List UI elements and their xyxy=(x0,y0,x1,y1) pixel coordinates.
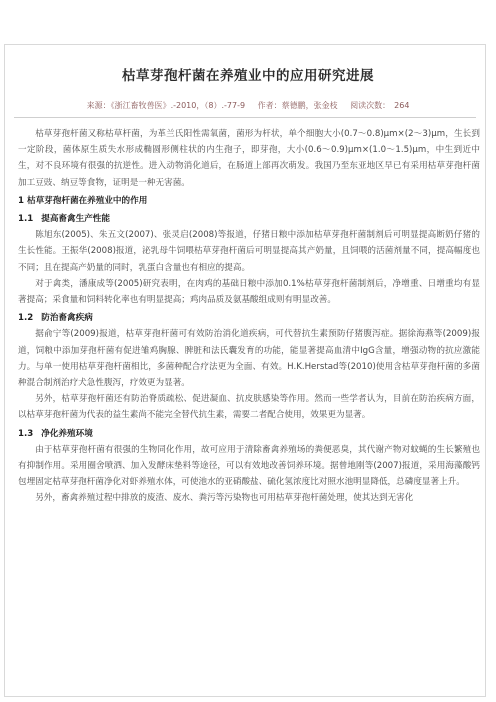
meta-author: 作者：蔡德鹏，张金枝 xyxy=(257,101,338,110)
article-title: 枯草芽孢杆菌在养殖业中的应用研究进展 xyxy=(122,68,374,84)
subsection-heading-1-3 xyxy=(18,426,480,442)
subsection-title: 净化养殖环境 xyxy=(41,428,93,439)
section-title: 枯草芽孢杆菌在养殖业中的作用 xyxy=(26,195,148,206)
paragraph-1-2-a: 据俞宁等(2009)报道，枯草芽孢杆菌可有效防治消化道疾病，可代替抗生素预防仔猪腹泻症。据徐海燕等(2009)报道，饲粮中添加芽孢杆菌有促进雏鸡胸腺、脾脏和法氏囊发育的功能，能显著提高血清中IgG含量，增强动物的抗应激能力。与单一使用枯草芽孢杆菌相比，多菌种配合疗法更为全面、有效。H.K.Herstad等(2010)使用含枯草芽孢杆菌的多菌种混合制剂治疗犬急性腹泻，疗效更为显著。 xyxy=(18,329,480,389)
title-divider xyxy=(14,117,476,118)
paragraph-1-1-b: 对于禽类，潘康成等(2005)研究表明，在肉鸡的基础日粮中添加0.1%枯草芽孢杆菌制剂后，净增重、日增重均有显著提高；采食量和饲料转化率也有明显提高；鸡肉品质及氨基酸组成则有明显改善。 xyxy=(18,278,480,306)
subsection-number: 1.2 xyxy=(18,313,34,324)
paragraph-1-3-a: 由于枯草芽孢杆菌有很强的生物同化作用，故可应用于清除畜禽养殖场的粪便恶臭，其代谢产物对蚊蝇的生长繁殖也有抑制作用。采用圈舍喷洒、加入发酵床垫料等途径，可以有效地改善饲养环境。据曾地刚等(2007)报道，采用海藻酸钙包埋固定枯草芽孢杆菌净化对虾养殖水体，可使池水的亚硝酸盐、硫化氢浓度比对照水池明显降低，总磷度显著上升。 xyxy=(18,444,480,488)
meta-views: 阅读次数： 264 xyxy=(350,101,410,110)
paragraph-1-3-b: 另外，畜禽养殖过程中排放的废渣、废水、粪污等污染物也可用枯草芽孢杆菌处理，使其达到无害化 xyxy=(35,493,414,504)
paragraph-intro: 枯草芽孢杆菌又称枯草杆菌，为革兰氏阳性需氧菌，菌形为杆状，单个细胞大小(0.7～0.8)μm×(2～3)μm，生长到一定阶段，菌体原生质失水形成椭圆形侧柱状的内生孢子，即芽孢，大小(0.6～0.9)μm×(1.0～1.5)μm，中生到近中生，对不良环境有很强的抗逆性。进入动物消化道后，在肠道上部再次萌发。我国乃至东亚地区早已有采用枯草芽孢杆菌加工豆豉、纳豆等食物，证明是一种无害菌。 xyxy=(18,129,480,188)
paragraph-1-1-a: 陈旭东(2005)、朱五文(2007)、张灵启(2008)等报道，仔猪日粮中添加枯草芽孢杆菌制剂后可明显提高断奶仔猪的生长性能。王振华(2008)报道，泌乳母牛饲喂枯草芽孢杆菌后可明显提高其产奶量，且饲喂的活菌剂量不同，提高幅度也不同；且在提高产奶量的同时，乳蛋白含量也有相应的提高。 xyxy=(18,230,480,273)
paragraph-1-2-b: 另外，枯草芽孢杆菌还有防治脊质疏松、促进凝血、抗皮肤感染等作用。然而一些学者认为，目前在防治疾病方面，以枯草芽孢杆菌为代表的益生素尚不能完全替代抗生素，需要二者配合使用，效果更为显著。 xyxy=(18,394,480,421)
subsection-title: 提高畜禽生产性能 xyxy=(41,214,110,225)
subsection-heading-1-2 xyxy=(18,310,480,326)
section-heading-1 xyxy=(18,193,480,209)
subsection-number: 1.1 xyxy=(18,214,34,225)
subsection-heading-1-1 xyxy=(18,211,480,227)
subsection-title: 防治畜禽疾病 xyxy=(41,313,93,324)
article-meta xyxy=(0,100,496,111)
article-body xyxy=(18,126,480,507)
meta-source: 来源：《浙江畜牧兽医》.-2010，（8）.-77-9 xyxy=(86,101,246,110)
subsection-number: 1.3 xyxy=(18,428,34,439)
section-number: 1 xyxy=(18,195,24,206)
